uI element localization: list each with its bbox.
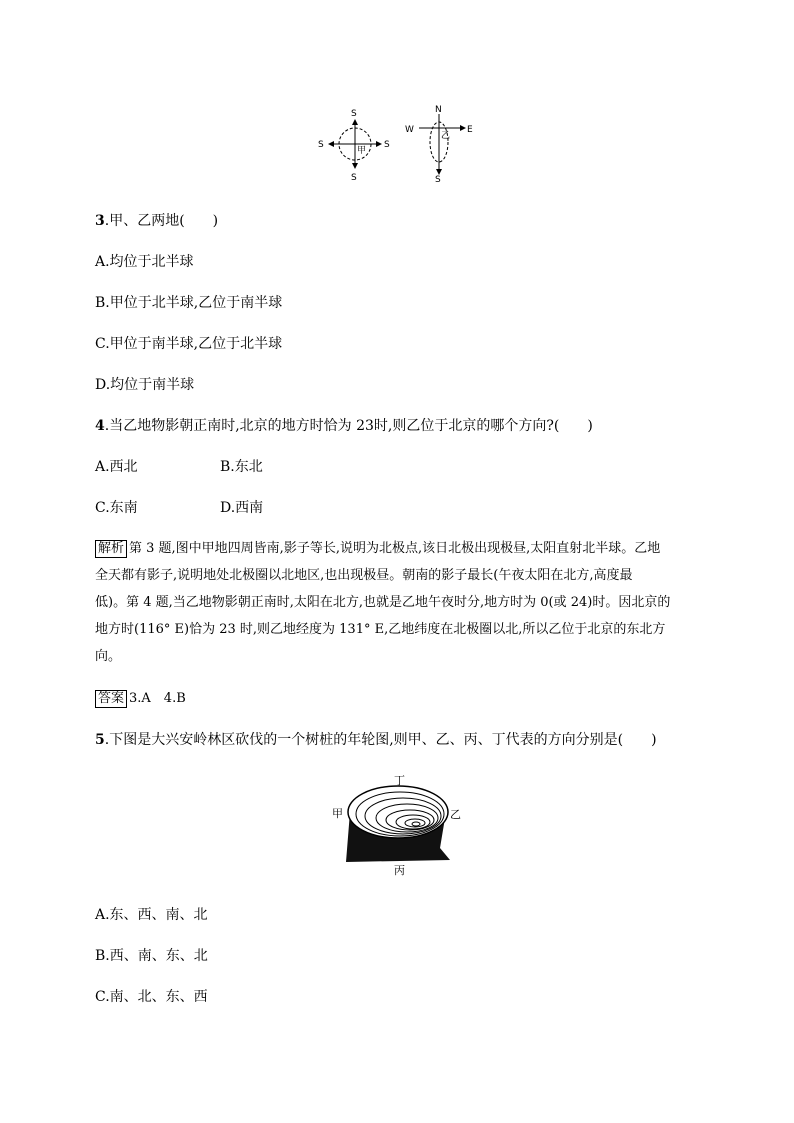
- answer-tag: 答案: [95, 690, 127, 708]
- answer-line: [95, 689, 186, 709]
- question-4-option-c: C.东南: [95, 500, 138, 516]
- compass-yi-right-label: E: [467, 125, 473, 135]
- question-5-option-a: A.东、西、南、北: [95, 907, 208, 923]
- analysis-tag: 解析: [95, 540, 127, 558]
- compass-yi-center-label: 乙: [441, 131, 451, 141]
- compass-jia-center-label: 甲: [357, 146, 367, 156]
- question-5-stem: [95, 730, 657, 750]
- analysis-line-2: 全天都有影子,说明地处北极圈以北地区,也出现极昼。朝南的影子最长(午夜太阳在北方,高度最: [95, 568, 633, 583]
- shadow-compass-figure: [315, 100, 485, 185]
- compass-jia-bottom-label: S: [351, 173, 357, 183]
- tree-right-label: 乙: [450, 808, 461, 821]
- question-3-stem: [95, 211, 218, 231]
- analysis-line-3: 低)。第 4 题,当乙地物影朝正南时,太阳在北方,也就是乙地午夜时分,地方时为 0(或 24)时。因北京的: [95, 595, 671, 610]
- analysis-line-5: 向。: [95, 649, 122, 664]
- compass-jia-right-label: S: [384, 140, 390, 150]
- question-3-option-b: B.甲位于北半球,乙位于南半球: [95, 295, 283, 311]
- question-3-text: .甲、乙两地( ): [104, 213, 219, 229]
- question-4-option-b: B.东北: [220, 459, 263, 475]
- compass-yi-left-label: W: [405, 125, 414, 135]
- compass-yi: [405, 105, 473, 185]
- tree-top-label: 丁: [394, 774, 405, 787]
- compass-jia-left-label: S: [318, 140, 324, 150]
- question-3-option-a: A.均位于北半球: [95, 254, 194, 270]
- question-5-option-b: B.西、南、东、北: [95, 948, 208, 964]
- analysis-line-1: [95, 535, 695, 562]
- analysis-block: [95, 535, 695, 670]
- question-5-option-c: C.南、北、东、西: [95, 989, 208, 1005]
- tree-left-label: 甲: [332, 807, 343, 820]
- answer-text: 3.A 4.B: [129, 691, 186, 706]
- question-4-option-a: A.西北: [95, 459, 138, 475]
- question-3-option-c: C.甲位于南半球,乙位于北半球: [95, 336, 283, 352]
- tree-ring-figure: [330, 770, 470, 880]
- compass-jia: [318, 109, 390, 183]
- question-5-number: 5: [95, 732, 105, 748]
- analysis-line-4: 地方时(116° E)恰为 23 时,则乙地经度为 131° E,乙地纬度在北极圈以北,所以乙位于北京的东北方: [95, 622, 666, 637]
- question-5-text: .下图是大兴安岭林区砍伐的一个树桩的年轮图,则甲、乙、丙、丁代表的方向分别是( ): [104, 732, 657, 748]
- tree-bottom-label: 丙: [394, 864, 405, 877]
- stump-top: [348, 786, 448, 838]
- question-3-number: 3: [95, 213, 105, 229]
- question-4-option-d: D.西南: [220, 500, 264, 516]
- question-4-number: 4: [95, 418, 105, 434]
- compass-yi-bottom-label: S: [435, 175, 441, 185]
- compass-jia-top-label: S: [351, 109, 357, 119]
- question-3-option-d: D.均位于南半球: [95, 377, 195, 393]
- question-4-text: .当乙地物影朝正南时,北京的地方时恰为 23时,则乙位于北京的哪个方向?( ): [104, 418, 593, 434]
- question-4-stem: [95, 416, 593, 436]
- analysis-text-1: 第 3 题,图中甲地四周皆南,影子等长,说明为北极点,该日北极出现极昼,太阳直射北半球。乙地: [129, 541, 661, 556]
- compass-yi-top-label: N: [435, 105, 442, 115]
